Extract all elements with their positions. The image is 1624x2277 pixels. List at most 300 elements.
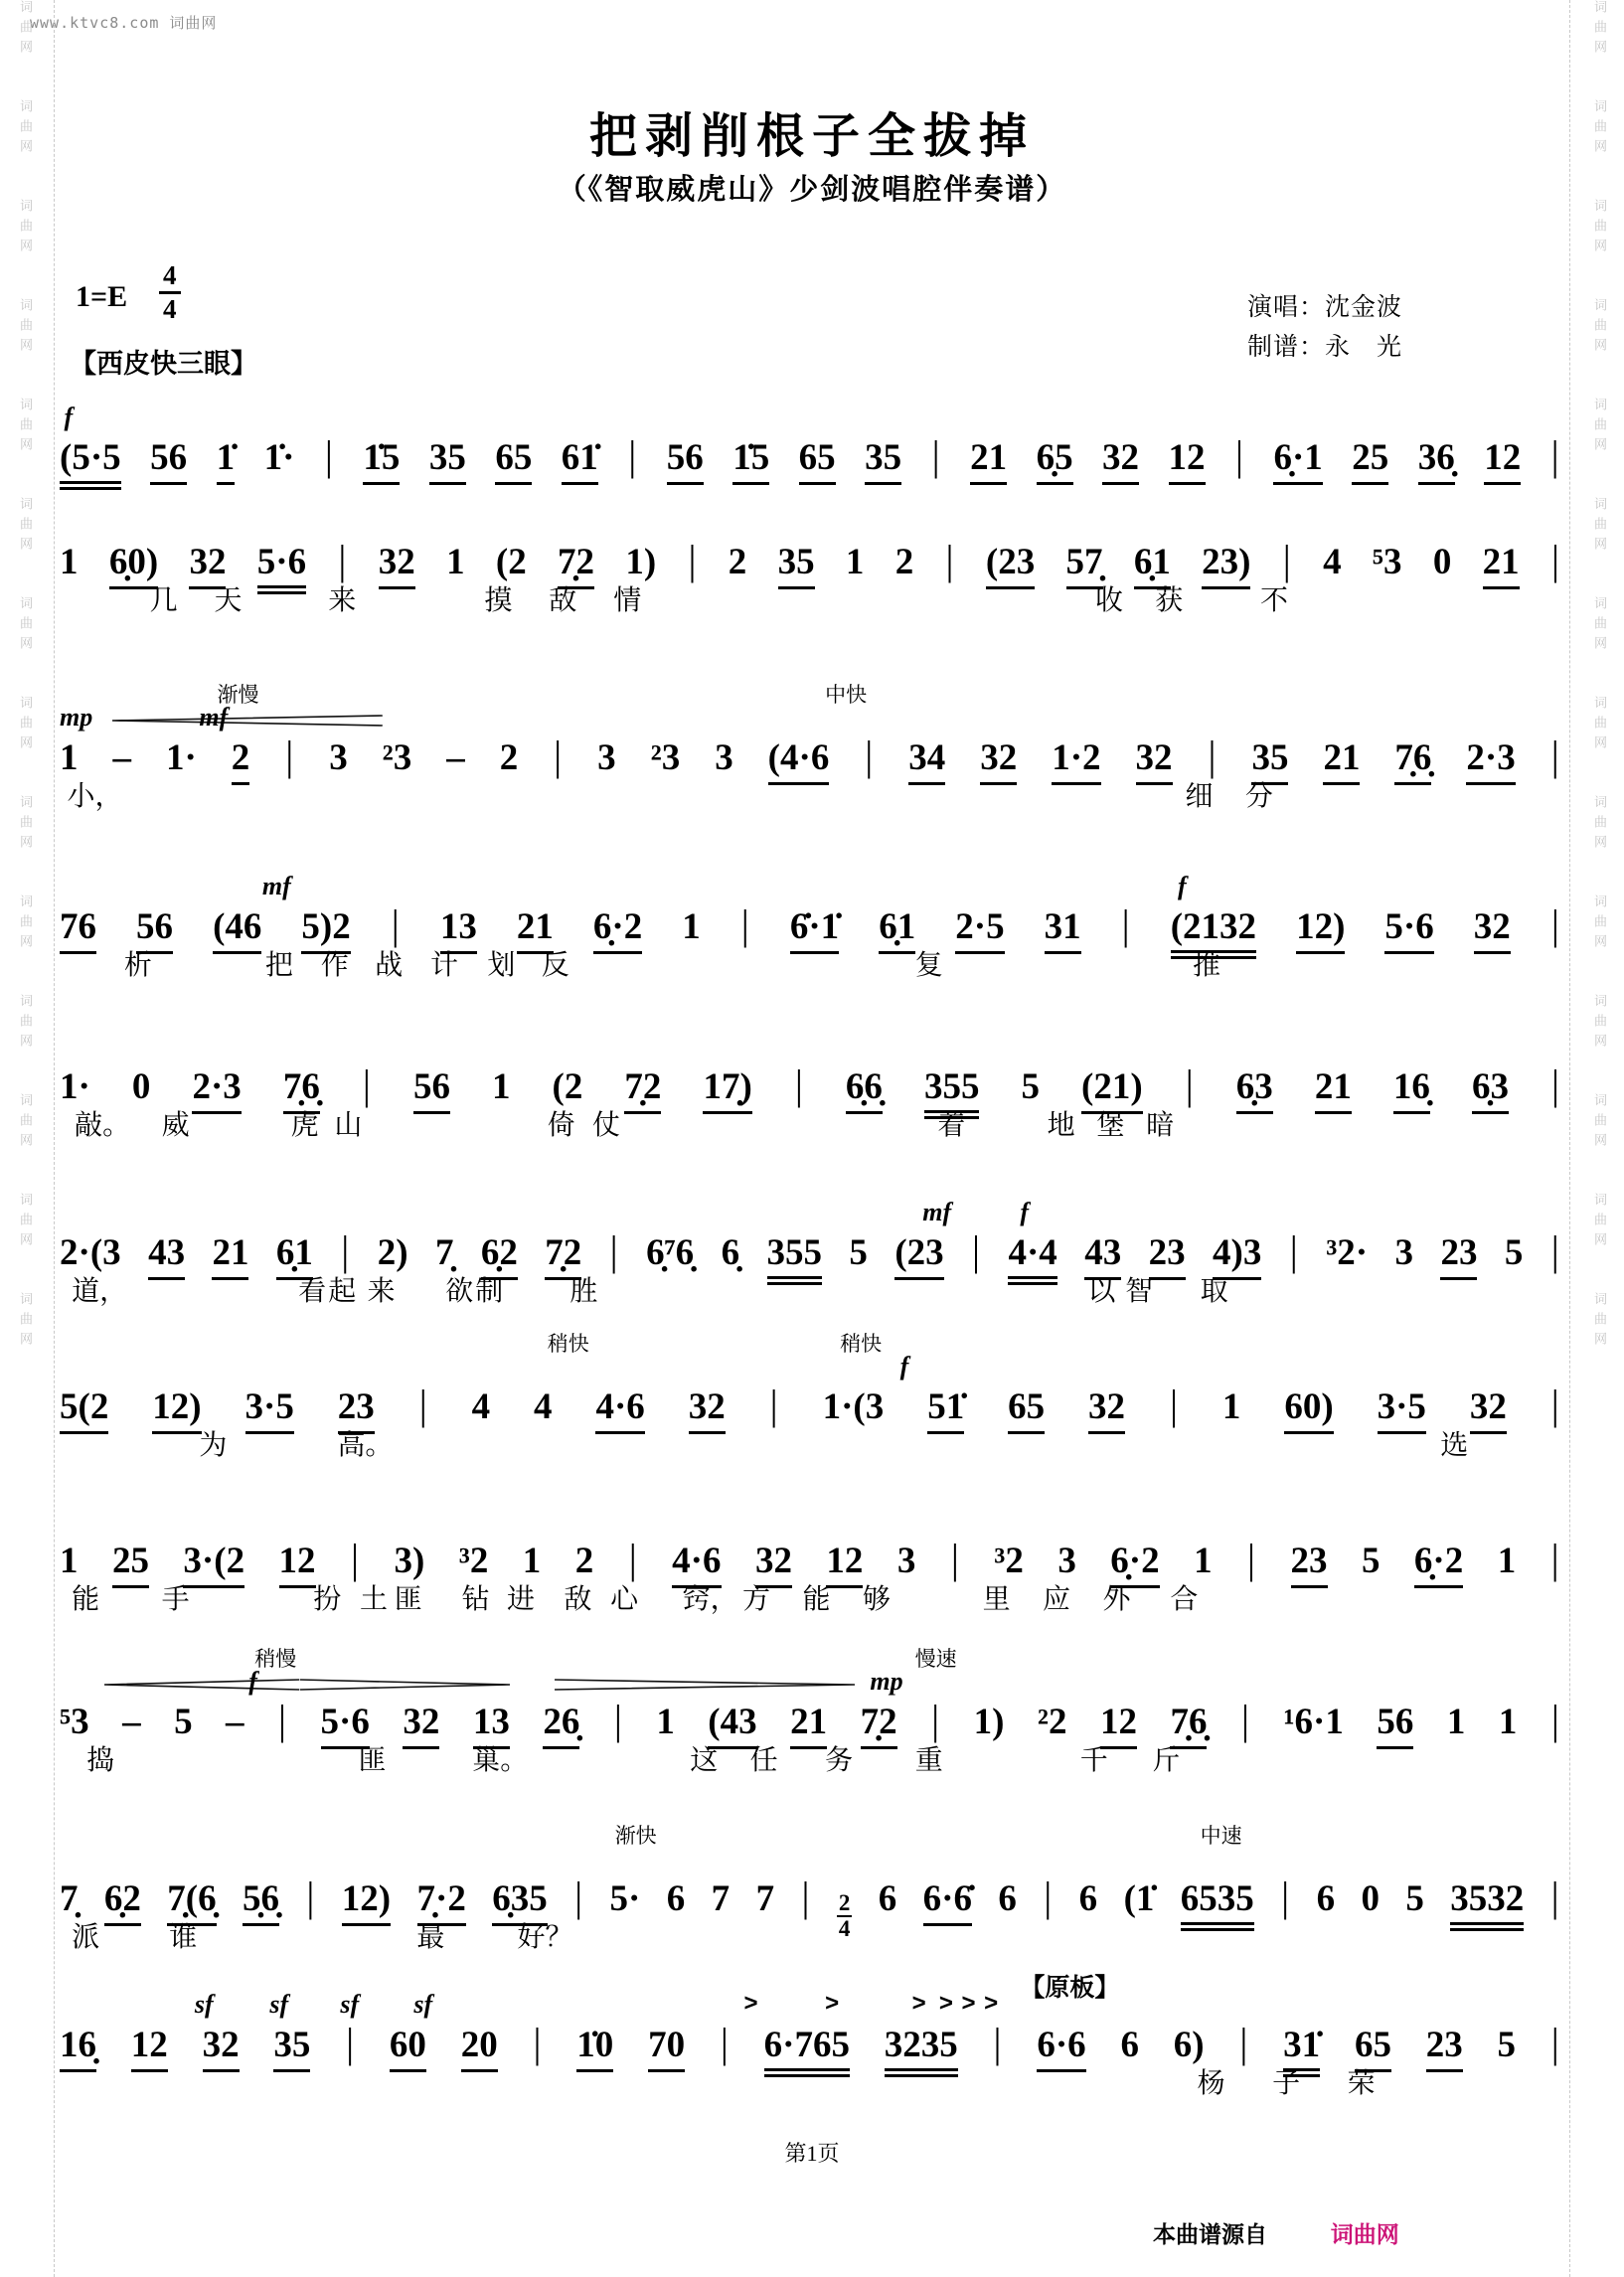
lyric-syllable: 土: [360, 1584, 389, 1615]
note-token: 6̣1: [1134, 543, 1171, 589]
lyric-syllable: 匪: [358, 1745, 387, 1776]
lyric-syllable: 窍，: [682, 1584, 738, 1615]
note-token: 7̣2: [624, 1067, 661, 1114]
note-token: 56: [1377, 1703, 1413, 1749]
bar-line: |: [306, 1872, 315, 1921]
note-token: 3532: [1450, 1879, 1524, 1931]
note-token: 56: [413, 1067, 450, 1114]
note-token: 51̇: [927, 1387, 964, 1434]
lyrics-row: [60, 943, 1560, 985]
note-token: –: [446, 737, 465, 778]
note-token: 32: [1136, 738, 1173, 785]
note-token: 25: [1352, 438, 1388, 485]
note-token: 23: [1291, 1542, 1328, 1588]
note-token: 12): [152, 1387, 201, 1434]
lyric-syllable: 最: [416, 1922, 445, 1953]
lyric-syllable: 方: [742, 1584, 771, 1615]
note-token: 1: [60, 737, 79, 778]
note-token: 32: [1470, 1387, 1507, 1434]
marks-row: [60, 1822, 1560, 1873]
marks-row: [60, 850, 1560, 901]
lyric-syllable: 摸: [484, 585, 513, 616]
lyric-syllable: 不: [1260, 585, 1289, 616]
note-token: 7̣2: [861, 1703, 897, 1749]
note-token: 32: [1102, 438, 1139, 485]
note-token: 65: [1355, 2026, 1391, 2072]
note-token: 6̣·2: [1110, 1542, 1159, 1588]
bar-line: |: [350, 1535, 359, 1583]
note-token: 3: [1394, 1232, 1414, 1273]
note-token: 6: [1120, 2025, 1139, 2065]
note-token: 34: [908, 738, 945, 785]
note-token: 6: [878, 1878, 897, 1919]
lyric-syllable: 道，: [72, 1276, 128, 1307]
bar-line: |: [1550, 1696, 1559, 1744]
bar-line: |: [1281, 1872, 1290, 1921]
note-token: (2: [495, 542, 527, 582]
note-token: 4: [534, 1386, 553, 1427]
note-token: 35: [1251, 738, 1288, 785]
lyric-syllable: 推: [1193, 950, 1221, 981]
note-token: (2: [552, 1066, 583, 1107]
note-token: 23: [1426, 2026, 1463, 2072]
tempo-mark: 渐慢: [217, 683, 259, 707]
note-token: 3·5: [1378, 1387, 1426, 1434]
note-token: 2·3: [1466, 738, 1515, 785]
note-token: 7̣(6̣: [167, 1879, 216, 1926]
lyric-syllable: 反: [541, 950, 569, 981]
watermark-left-column: 词曲网 词曲网 词曲网 词曲网 词曲网 词曲网 词曲网 词曲网 词曲网 词曲网 词曲网 词曲网 词曲网 词曲网: [4, 0, 55, 2277]
note-token: 5: [1405, 1878, 1424, 1919]
source-brand: 词曲网: [1330, 2222, 1399, 2247]
lyric-syllable: 暗: [1146, 1110, 1175, 1141]
marks-row: [60, 1010, 1560, 1061]
note-token: 1: [446, 542, 465, 582]
lyric-syllable: 为: [199, 1430, 228, 1461]
source-credit-prefix: 本曲谱源自: [1153, 2222, 1267, 2247]
music-system: [60, 485, 1560, 634]
note-token: 5: [1021, 1066, 1040, 1107]
music-system: [60, 1484, 1560, 1633]
note-token: 6·6̇: [923, 1879, 972, 1926]
bar-line: |: [278, 1696, 287, 1744]
note-token: 6̣·2: [1414, 1542, 1463, 1588]
lyric-syllable: 重: [914, 1745, 943, 1776]
note-token: 1: [491, 1066, 511, 1107]
note-token: 56: [136, 907, 173, 954]
note-token: 1·2: [1052, 738, 1100, 785]
note-token: 6̣35: [492, 1879, 548, 1926]
lyric-syllable: 情: [613, 585, 642, 616]
lyric-syllable: 天: [214, 585, 243, 616]
note-token: 1: [1194, 1541, 1213, 1581]
dynamic-mark: f: [64, 403, 74, 431]
dynamic-mark: sf: [194, 1990, 214, 2019]
dynamic-mark: f: [899, 1352, 909, 1381]
bar-line: |: [720, 2019, 729, 2067]
source-credit: [1153, 2216, 1399, 2249]
note-token: 6̣·1: [1273, 438, 1322, 485]
note-token: 6: [1078, 1878, 1098, 1919]
note-token: 4: [1323, 542, 1342, 582]
note-token: 21: [1323, 738, 1360, 785]
note-token: 355: [924, 1067, 980, 1119]
note-token: 6̣·2: [593, 907, 642, 954]
tempo-mark: 稍慢: [254, 1647, 297, 1671]
bar-line: |: [1282, 536, 1291, 584]
note-token: 6̣2: [481, 1233, 518, 1280]
note-token: 7: [711, 1878, 731, 1919]
note-token: 3235: [885, 2026, 958, 2077]
tempo-mark: 中快: [825, 683, 868, 707]
lyric-syllable: 地: [1047, 1110, 1075, 1141]
bar-line: |: [1185, 1060, 1194, 1109]
note-token: 6̣6̣: [846, 1067, 883, 1114]
lyrics-row: [60, 1915, 1560, 1957]
note-token: 1̇5: [732, 438, 769, 485]
lyric-syllable: 子: [1272, 2068, 1301, 2099]
accent-mark: >: [825, 1990, 840, 2017]
marks-row: [60, 681, 1560, 732]
note-token: ²3: [382, 737, 412, 778]
music-system: [60, 1330, 1560, 1479]
note-token: 2): [377, 1232, 408, 1273]
bar-line: |: [1247, 1535, 1256, 1583]
note-token: 13: [473, 1703, 510, 1749]
lyric-syllable: 虎: [290, 1110, 319, 1141]
dynamic-mark: sf: [340, 1990, 360, 2019]
note-token: 1: [60, 1541, 79, 1581]
dynamic-mark: mf: [261, 872, 291, 900]
bar-line: |: [554, 732, 563, 780]
lyric-syllable: 谁: [169, 1922, 198, 1953]
bar-line: |: [609, 1226, 618, 1275]
marks-row: [60, 1484, 1560, 1536]
music-system: [60, 1645, 1560, 1794]
note-token: 2·5: [955, 907, 1004, 954]
page-subtitle: （《智取威虎山》少剑波唱腔伴奏谱）: [557, 174, 1067, 206]
note-token: 12: [1169, 438, 1206, 485]
bar-line: |: [993, 2019, 1002, 2067]
marks-row: [60, 1968, 1560, 2020]
note-token: 16̣: [1393, 1067, 1430, 1114]
note-token: 2: [728, 542, 747, 582]
note-token: 1̇0: [576, 2026, 613, 2072]
lyric-syllable: 制: [475, 1276, 504, 1307]
lyrics-row: [60, 1423, 1560, 1465]
footer-page-number: 第1页: [784, 2141, 840, 2166]
music-system: [60, 1968, 1560, 2117]
note-token: 7̣6̣: [1170, 1703, 1207, 1749]
lyric-syllable: 计: [429, 950, 458, 981]
dynamic-mark: mp: [60, 703, 93, 732]
note-token: 7̣2: [558, 543, 594, 589]
note-token: 21: [1483, 543, 1520, 589]
note-token: 32: [1088, 1387, 1125, 1434]
dynamic-mark: mp: [870, 1667, 903, 1696]
note-token: 6̣5: [1037, 438, 1073, 485]
lyric-syllable: 捣: [86, 1745, 115, 1776]
note-token: ⁵3: [60, 1702, 89, 1742]
bar-line: |: [1550, 1060, 1559, 1109]
bar-line: |: [1550, 1381, 1559, 1429]
note-token: 1̇5: [363, 438, 400, 485]
note-token: 23: [1149, 1233, 1186, 1280]
lyrics-row: [60, 1577, 1560, 1619]
bar-line: |: [1550, 2019, 1559, 2067]
note-token: 21: [212, 1233, 248, 1280]
dynamic-mark: mf: [922, 1198, 952, 1226]
lyric-syllable: 威: [161, 1110, 190, 1141]
note-token: (43: [708, 1703, 756, 1749]
note-token: 60): [1284, 1387, 1333, 1434]
lyric-syllable: 分: [1244, 781, 1273, 812]
lyrics-row: [60, 1738, 1560, 1780]
lyric-syllable: 杨: [1197, 2068, 1225, 2099]
note-token: 56: [150, 438, 187, 485]
bar-line: |: [931, 431, 940, 480]
note-token: 6̣: [721, 1232, 740, 1273]
note-token: 5: [1361, 1541, 1380, 1581]
note-token: 6·6: [1037, 2026, 1085, 2072]
note-token: 1: [682, 906, 701, 947]
music-system: [60, 850, 1560, 999]
dynamic-mark: mf: [199, 703, 229, 732]
lyric-syllable: 匪: [394, 1584, 422, 1615]
note-token: 12: [1100, 1703, 1137, 1749]
lyric-syllable: 敌: [564, 1584, 592, 1615]
accent-mark: >: [743, 1990, 758, 2017]
note-token: 0: [131, 1066, 151, 1107]
lyric-syllable: 心: [610, 1584, 639, 1615]
note-token: ³2: [994, 1541, 1024, 1581]
note-token: 17̣): [703, 1067, 751, 1114]
note-token: 4·6: [595, 1387, 644, 1434]
note-token: 36̣: [1418, 438, 1455, 485]
lyric-syllable: 够: [862, 1584, 891, 1615]
lyric-syllable: 派: [72, 1922, 100, 1953]
note-token: 7: [755, 1878, 775, 1919]
note-token: 3): [394, 1541, 425, 1581]
note-token: 6: [666, 1878, 686, 1919]
note-token: 7̣2: [545, 1233, 581, 1280]
lyric-syllable: 战: [375, 950, 404, 981]
note-token: 1̇·: [263, 437, 295, 478]
note-token: 5(2: [60, 1387, 108, 1434]
accent-mark: >: [961, 1990, 976, 2017]
lyric-syllable: 斤: [1152, 1745, 1181, 1776]
note-token: ¹6·1: [1283, 1702, 1344, 1742]
accent-mark: >: [938, 1990, 953, 2017]
note-token: 6̇·1̇: [790, 907, 839, 954]
note-token: 6: [998, 1878, 1017, 1919]
lyric-syllable: 起: [328, 1276, 357, 1307]
note-token: 5̣6̣: [243, 1879, 279, 1926]
note-token: 32: [403, 1703, 439, 1749]
music-system: [60, 681, 1560, 830]
note-token: 2: [232, 738, 250, 785]
note-token: 57̣: [1066, 543, 1103, 589]
note-token: 23: [338, 1387, 375, 1434]
lyric-syllable: 看: [298, 1276, 327, 1307]
note-token: 6̣1: [276, 1233, 313, 1280]
note-token: 5·6: [257, 543, 306, 594]
lyric-syllable: 欲: [445, 1276, 474, 1307]
lyrics-row: [60, 1103, 1560, 1145]
bar-line: |: [972, 1226, 981, 1275]
hairpin-crescendo: [104, 1679, 299, 1691]
dynamic-mark: f: [1020, 1198, 1030, 1226]
dynamic-mark: sf: [413, 1990, 433, 2019]
note-token: 6̣0): [109, 543, 158, 589]
lyric-syllable: 着: [937, 1110, 966, 1141]
bar-line: |: [285, 732, 294, 780]
note-token: 6̣1: [879, 907, 915, 954]
note-token: 6̣3: [1472, 1067, 1509, 1114]
note-token: 3: [1057, 1541, 1076, 1581]
lyric-syllable: 几: [149, 585, 178, 616]
bar-line: |: [740, 900, 749, 949]
note-token: 1·(3: [822, 1386, 885, 1427]
note-token: 2: [574, 1541, 594, 1581]
note-token: 31: [1045, 907, 1081, 954]
note-token: 7̣: [434, 1232, 454, 1273]
note-token: 7̣6̣: [1394, 738, 1431, 785]
bar-line: |: [341, 1226, 350, 1275]
note-token: –: [122, 1702, 141, 1742]
note-token: 1: [1497, 1541, 1517, 1581]
lyric-syllable: 把: [264, 950, 293, 981]
note-token: 5·6: [321, 1703, 370, 1749]
note-token: 1·: [60, 1066, 90, 1107]
tempo-mark: 稍快: [840, 1332, 883, 1356]
note-token: 21: [790, 1703, 827, 1749]
note-token: 3: [896, 1541, 916, 1581]
note-token: 65: [495, 438, 532, 485]
dynamic-mark: sf: [269, 1990, 289, 2019]
note-token: (21): [1081, 1067, 1143, 1114]
lyric-syllable: 取: [1200, 1276, 1228, 1307]
lyric-syllable: 倚: [547, 1110, 575, 1141]
music-system: [60, 1176, 1560, 1325]
hairpin-diminuendo: [555, 1679, 855, 1691]
note-token: 32: [755, 1542, 792, 1588]
note-token: 20: [461, 2026, 498, 2072]
lyric-syllable: 敌: [549, 585, 577, 616]
note-token: 32: [980, 738, 1017, 785]
note-token: 32: [689, 1387, 726, 1434]
lyric-syllable: 外: [1102, 1584, 1131, 1615]
bar-line: |: [346, 2019, 355, 2067]
note-token: 35: [778, 543, 815, 589]
lyrics-row: [60, 2061, 1560, 2103]
note-token: 5·: [609, 1878, 641, 1919]
note-token: 5: [174, 1702, 193, 1742]
lyric-syllable: 选: [1440, 1430, 1469, 1461]
marks-row: [60, 1330, 1560, 1382]
note-token: 3: [597, 737, 616, 778]
lyric-syllable: 山: [334, 1110, 363, 1141]
note-token: 70: [648, 2026, 685, 2072]
note-token: 2·3: [192, 1067, 241, 1114]
lyric-syllable: 堡: [1096, 1110, 1125, 1141]
note-token: 60: [390, 2026, 426, 2072]
note-token: 12: [131, 2026, 168, 2072]
lyric-syllable: 好？: [517, 1922, 573, 1953]
lyric-syllable: 扮: [313, 1584, 342, 1615]
lyric-syllable: 这: [690, 1745, 719, 1776]
tempo-mark: 慢速: [914, 1647, 957, 1671]
note-token: 21: [1315, 1067, 1352, 1114]
accent-mark: >: [984, 1990, 999, 2017]
bar-line: |: [324, 431, 333, 480]
note-token: 16̣: [60, 2026, 96, 2072]
note-token: 65: [1008, 1387, 1045, 1434]
lyric-syllable: 作: [320, 950, 349, 981]
note-token: 6): [1173, 2025, 1205, 2065]
page-title: 把剥削根子全拔掉: [588, 110, 1035, 163]
bar-line: |: [1550, 732, 1559, 780]
note-token: 1: [1446, 1702, 1466, 1742]
bar-line: |: [945, 536, 954, 584]
note-token: (23: [894, 1233, 943, 1280]
bar-line: |: [574, 1872, 583, 1921]
lyric-syllable: 智: [1125, 1276, 1154, 1307]
note-token: (4·6: [768, 738, 830, 785]
marks-row: [60, 1645, 1560, 1697]
performer-credit: 演唱：沈金波: [1247, 294, 1403, 321]
dynamic-mark: f: [1177, 872, 1187, 900]
note-token: ²3: [650, 737, 681, 778]
bar-line: |: [950, 1535, 959, 1583]
note-token: 6̣⁷6̣: [646, 1232, 695, 1273]
note-token: 43: [1084, 1233, 1121, 1280]
bar-line: |: [628, 1535, 637, 1583]
note-token: 7̣: [60, 1878, 79, 1919]
lyrics-row: [60, 774, 1560, 816]
bar-line: |: [865, 732, 874, 780]
bar-line: |: [1550, 1872, 1559, 1921]
note-token: 43: [148, 1233, 185, 1280]
note-token: 12): [342, 1879, 391, 1926]
bar-line: |: [1239, 2019, 1248, 2067]
note-token: 6̣2: [104, 1879, 141, 1926]
hairpin-crescendo: [112, 715, 383, 727]
note-token: 7̣·2: [417, 1879, 466, 1926]
note-token: 0: [1361, 1878, 1380, 1919]
lyric-syllable: 仗: [592, 1110, 621, 1141]
note-token: 3: [329, 737, 348, 778]
note-token: 4: [471, 1386, 491, 1427]
note-token: 2: [499, 737, 519, 778]
note-token: 4)3: [1213, 1233, 1261, 1280]
bar-line: |: [1550, 900, 1559, 949]
bar-line: |: [362, 1060, 371, 1109]
note-token: –: [112, 737, 131, 778]
note-token: 5: [1497, 2025, 1516, 2065]
bar-line: |: [391, 900, 400, 949]
lyric-syllable: 任: [749, 1745, 778, 1776]
note-token: 1: [60, 542, 79, 582]
note-token: 6535: [1181, 1879, 1254, 1931]
note-token: ³2·: [1326, 1232, 1369, 1273]
lyric-syllable: 以: [1087, 1276, 1116, 1307]
note-token: 32: [203, 2026, 240, 2072]
note-token: 12: [826, 1542, 863, 1588]
note-token: 6: [1316, 1878, 1336, 1919]
lyric-syllable: 应: [1043, 1584, 1071, 1615]
note-token: 21: [970, 438, 1007, 485]
